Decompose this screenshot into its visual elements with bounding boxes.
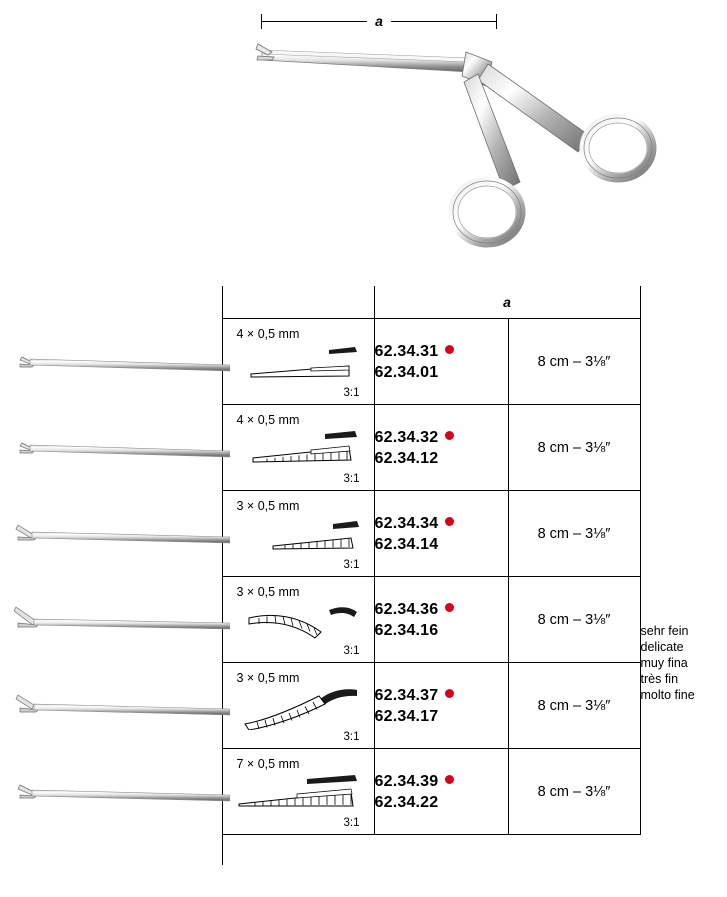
- reference-primary: 62.34.32: [374, 428, 439, 446]
- table-row: [0, 319, 727, 405]
- scale-label: 3:1: [343, 387, 360, 399]
- reference-primary-row: [375, 771, 508, 792]
- reference-primary-row: [375, 599, 508, 620]
- jaw-detail-drawing: [233, 344, 363, 386]
- forceps-profile-icon: [8, 603, 230, 637]
- reference-primary-row: [375, 513, 508, 534]
- dimension-a-indicator: [255, 10, 503, 34]
- table-row: [0, 491, 727, 577]
- red-dot-icon: [445, 431, 454, 440]
- reference-primary: 62.34.36: [374, 600, 439, 618]
- product-table: [0, 286, 727, 865]
- reference-primary: 62.34.34: [374, 514, 439, 532]
- footer-spacer: [508, 835, 640, 865]
- scale-label: 3:1: [343, 645, 360, 657]
- footer-spacer: [0, 835, 222, 865]
- dimension-tick-left: [261, 14, 262, 29]
- reference-secondary: 62.34.12: [374, 449, 439, 467]
- jaw-size-cell: [222, 577, 374, 663]
- note-cell-empty: [640, 319, 727, 405]
- note-line: muy fina: [640, 655, 688, 670]
- jaw-detail-drawing: [233, 602, 363, 644]
- forceps-drawing: [0, 0, 727, 272]
- forceps-profile-icon: [8, 689, 230, 723]
- red-dot-icon: [445, 517, 454, 526]
- red-dot-icon: [445, 775, 454, 784]
- jaw-size-cell: [222, 319, 374, 405]
- note-cell-empty: [640, 405, 727, 491]
- jaw-size-cell: [222, 491, 374, 577]
- jaw-size-label: 3 × 0,5 mm: [236, 671, 300, 685]
- length-cell: 8 cm – 3⅛″: [508, 749, 640, 835]
- note-line: delicate: [640, 639, 684, 654]
- forceps-profile-icon: [8, 517, 230, 551]
- footer-spacer: [640, 835, 727, 865]
- instrument-illustration: [0, 0, 727, 272]
- jaw-size-cell: [222, 749, 374, 835]
- forceps-profile-icon: [8, 431, 230, 465]
- dimension-a-label: a: [367, 11, 391, 31]
- length-cell: 8 cm – 3⅛″: [508, 319, 640, 405]
- forceps-profile-icon: [8, 775, 230, 809]
- reference-primary: 62.34.37: [374, 686, 439, 704]
- instrument-thumbnail: [0, 749, 222, 835]
- header-note-spacer: [640, 286, 727, 319]
- jaw-size-label: 7 × 0,5 mm: [236, 757, 300, 771]
- jaw-size-cell: [222, 405, 374, 491]
- reference-cell: [374, 577, 508, 663]
- table-header-row: [0, 286, 727, 319]
- jaw-detail-drawing: [233, 688, 363, 730]
- jaw-size-label: 4 × 0,5 mm: [236, 327, 300, 341]
- jaw-detail-drawing: [233, 516, 363, 558]
- scale-label: 3:1: [343, 817, 360, 829]
- instrument-thumbnail: [0, 405, 222, 491]
- length-cell: 8 cm – 3⅛″: [508, 491, 640, 577]
- reference-primary-row: [375, 341, 508, 362]
- table-row: [0, 577, 727, 663]
- footer-spacer: [374, 835, 508, 865]
- reference-secondary: 62.34.14: [374, 535, 439, 553]
- scale-label: 3:1: [343, 731, 360, 743]
- note-cell: [640, 491, 727, 835]
- jaw-detail-drawing: [233, 774, 363, 816]
- table-row: [0, 749, 727, 835]
- table-row: [0, 405, 727, 491]
- jaw-detail-drawing: [233, 430, 363, 472]
- reference-secondary: 62.34.16: [374, 621, 439, 639]
- table-row: [0, 663, 727, 749]
- forceps-profile-icon: [8, 345, 230, 379]
- note-line: très fin: [640, 671, 679, 686]
- dimension-tick-right: [496, 14, 497, 29]
- reference-primary-row: [375, 427, 508, 448]
- jaw-size-label: 3 × 0,5 mm: [236, 499, 300, 513]
- header-spacer: [0, 286, 222, 319]
- jaw-size-label: 3 × 0,5 mm: [236, 585, 300, 599]
- reference-cell: [374, 405, 508, 491]
- reference-secondary: 62.34.22: [374, 793, 439, 811]
- length-cell: 8 cm – 3⅛″: [508, 577, 640, 663]
- scale-label: 3:1: [343, 473, 360, 485]
- reference-primary: 62.34.31: [374, 342, 439, 360]
- reference-cell: [374, 319, 508, 405]
- footer-rule: [222, 835, 374, 865]
- reference-cell: [374, 749, 508, 835]
- note-line: sehr fein: [640, 623, 689, 638]
- length-cell: 8 cm – 3⅛″: [508, 405, 640, 491]
- note-line: molto fine: [640, 687, 695, 702]
- length-cell: 8 cm – 3⅛″: [508, 663, 640, 749]
- reference-primary-row: [375, 685, 508, 706]
- scale-label: 3:1: [343, 559, 360, 571]
- instrument-thumbnail: [0, 663, 222, 749]
- red-dot-icon: [445, 345, 454, 354]
- reference-cell: [374, 663, 508, 749]
- table-footer-row: [0, 835, 727, 865]
- header-size-spacer: [222, 286, 374, 319]
- jaw-size-cell: [222, 663, 374, 749]
- instrument-thumbnail: [0, 319, 222, 405]
- reference-primary: 62.34.39: [374, 772, 439, 790]
- reference-secondary: 62.34.17: [374, 707, 439, 725]
- reference-secondary: 62.34.01: [374, 363, 439, 381]
- instrument-thumbnail: [0, 577, 222, 663]
- jaw-size-label: 4 × 0,5 mm: [236, 413, 300, 427]
- header-length-a: a: [503, 294, 511, 310]
- red-dot-icon: [445, 689, 454, 698]
- reference-cell: [374, 491, 508, 577]
- instrument-thumbnail: [0, 491, 222, 577]
- red-dot-icon: [445, 603, 454, 612]
